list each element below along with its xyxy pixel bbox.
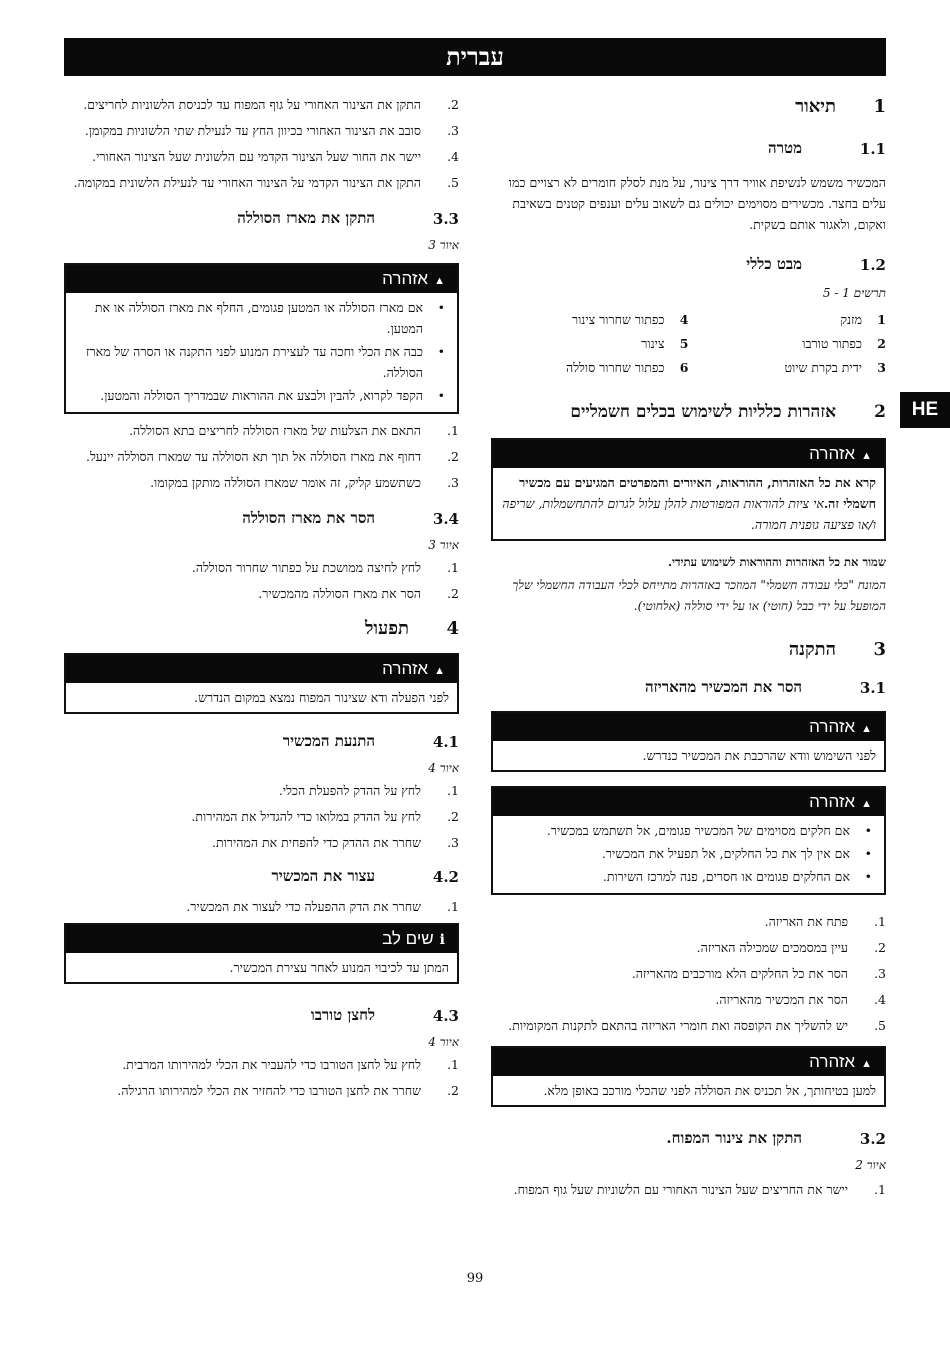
parts-list [491, 309, 886, 378]
warning-header: ▲אזהרה [66, 655, 457, 683]
right-column [491, 90, 886, 1205]
list-item: 1. יישר את החריצים שעל הצינור האחורי עם הלשוניות שעל גוף המפוח. [513, 1182, 886, 1197]
list-item: 2. הסר את מארז הסוללה מהמכשיר. [258, 586, 459, 601]
start-steps [64, 780, 459, 853]
hose-steps-continued [64, 94, 459, 193]
left-column [64, 90, 459, 1106]
unpack-steps [491, 911, 886, 1036]
term-definition: המונח "כלי עבודה חשמלי" המוזכר באזהרות מתייחס לכלי העבודה החשמלי שלך המופעל על ידי כבל (חוטי) או על ידי סוללה (אלחוטי). [512, 578, 886, 613]
section-1-1-heading: 1.1 מטרה [768, 139, 886, 158]
warning-triangle-icon: ▲ [861, 450, 872, 462]
section-3-4-heading: 3.4 הסר את מארז הסוללה [242, 509, 459, 528]
hose-steps [491, 1179, 886, 1200]
remove-battery-steps [64, 557, 459, 604]
list-item: 3. שחרר את ההדק כדי להפחית את המהירות. [212, 835, 459, 850]
figure-reference: איור 2 [855, 1158, 886, 1172]
list-item: • אם מארז הסוללה או המטען פגומים, החלף את מארז הסוללה או את המטען. [94, 300, 445, 336]
warning-box [64, 263, 459, 414]
keep-instructions: שמור את כל האזהרות וההוראות לשימוש עתידי. [667, 555, 886, 569]
list-item: 1. פתח את האריזה. [764, 914, 886, 929]
list-item: 2. עיין במסמכים שמכילה האריזה. [696, 940, 886, 955]
warning-box: ▲אזהרה לפני הפעלה ודא שצינור המפוח נמצא במקום הנדרש. [64, 653, 459, 714]
list-item: 1. לחץ על לחצן הטורבו כדי להעביר את הכלי למהירותו המרבית. [122, 1057, 459, 1072]
info-icon: i [439, 932, 445, 948]
parts-row: 3 ידית בקרת שיוט 6 כפתור שחרור סוללה [566, 360, 886, 375]
purpose-text: המכשיר משמש לנשיפת אוויר דרך צינור, על מנת לסלק חומרים לא רצויים כמו עלים בחצר. מכשירים מסוימים יכולים גם לשאוב עלים וענפים קטנים בשאיבת ואקום, ולאגור אותם בשקית. [508, 175, 886, 232]
figure-reference: תרשים 1 - 5 [822, 286, 886, 300]
list-item: • הקפד לקרוא, להבין ולבצע את ההוראות שבמדריך הסוללה והמטען. [100, 388, 445, 403]
list-item: 1. שחרר את הדק ההפעלה כדי לעצור את המכשיר. [186, 899, 459, 914]
language-tab: HE [900, 392, 950, 428]
warning-box: ▲אזהרה לפני השימוש וודא שהרכבת את המכשיר כנדרש. [491, 711, 886, 772]
section-3-3-heading: 3.3 התקן את מארז הסוללה [237, 209, 459, 228]
list-item: 4. הסר את המכשיר מהאריזה. [715, 992, 886, 1007]
language-banner: עברית [64, 38, 886, 76]
section-3-2-heading: 3.2 התקן את צינור המפוח. [666, 1129, 886, 1148]
section-4-2-heading: 4.2 עצור את המכשיר [271, 867, 459, 886]
warning-box: ▲אזהרה קרא את כל האזהרות, ההוראות, האיורים והמפרטים המגיעים עם מכשיר חשמלי זה.אי ציות להוראות המפורטות להלן עלול לגרום להתחשמלות, שריפה ו/או פציעה גופנית חמורה. [491, 438, 886, 541]
list-item: 2. דחוף את מארז הסוללה אל תוך תא הסוללה עד שמארז הסוללה יינעל. [85, 449, 459, 464]
list-item: • אם אין לך את כל החלקים, אל תפעיל את המכשיר. [601, 846, 872, 861]
parts-row: 2 כפתור טורבו 5 צינור [641, 336, 886, 351]
list-item: • אם חלקים מסוימים של המכשיר פגומים, אל תשתמש במכשיר. [546, 823, 872, 838]
list-item: 3. הסר את כל החלקים הלא מורכבים מהאריזה. [631, 966, 886, 981]
figure-reference: איור 3 [428, 538, 459, 552]
list-item: • כבה את הכלי וחכה עד לעצירת המנוע לפני התקנה או הסרה של מארז הסוללה. [85, 344, 445, 380]
page-number: 99 [466, 1271, 484, 1286]
warning-box: ▲אזהרה למען בטיחותך, אל תכניס את הסוללה לפני שהכלי מורכב באופן מלא. [491, 1046, 886, 1107]
section-3-heading: 3 התקנה [788, 639, 886, 660]
figure-reference: איור 4 [428, 1035, 459, 1049]
warning-box [491, 786, 886, 895]
warning-header: ▲אזהרה [493, 1048, 884, 1076]
list-item: 1. התאם את הצלעות של מארז הסוללה לחריצים בתא הסוללה. [129, 423, 459, 438]
parts-row: 1 מזנק 4 כפתור שחרור צינור [571, 312, 886, 327]
warning-header: ▲אזהרה [493, 788, 884, 816]
list-item: 2. התקן את הצינור האחורי על גוף המפוח עד לכניסת הלשוניות לחריצים. [83, 97, 459, 112]
section-4-1-heading: 4.1 התנעת המכשיר [282, 732, 459, 751]
list-item: 3. סובב את הצינור האחורי בכיוון החץ עד לנעילת שתי הלשוניות במקומן. [84, 123, 459, 138]
list-item: 5. יש להשליך את הקופסה ואת חומרי האריזה בהתאם לתקנות המקומיות. [508, 1018, 886, 1033]
figure-reference: איור 3 [428, 238, 459, 252]
list-item: 1. לחץ לחיצה ממושכת על כפתור שחרור הסוללה. [191, 560, 459, 575]
list-item: • אם החלקים פגומים או חסרים, פנה למרכז השירות. [602, 869, 872, 884]
section-4-heading: 4 תפעול [365, 618, 459, 639]
list-item: 2. לחץ על ההדק במלואו כדי להגדיל את המהירות. [191, 809, 459, 824]
list-item: 3. כשתשמע קליק, זה אומר שמארז הסוללה מותקן במקומו. [150, 475, 459, 490]
warning-triangle-icon: ▲ [861, 723, 872, 735]
warning-triangle-icon: ▲ [434, 665, 445, 677]
warning-header: ▲אזהרה [493, 713, 884, 741]
list-item: 5. התקן את הצינור הקדמי על הצינור האחורי עד לנעילת הלשונית במקומה. [73, 175, 459, 190]
turbo-steps [64, 1054, 459, 1101]
stop-steps [64, 896, 459, 917]
install-battery-steps [64, 420, 459, 493]
section-3-1-heading: 3.1 הסר את המכשיר מהאריזה [644, 678, 886, 697]
list-item: 2. שחרר את לחצן הטורבו כדי להחזיר את הכלי למהירותו הרגילה. [117, 1083, 459, 1098]
list-item: 4. יישר את החור שעל הצינור הקדמי עם הלשונית שעל הצינור האחורי. [92, 149, 459, 164]
warning-triangle-icon: ▲ [434, 275, 445, 287]
warning-triangle-icon: ▲ [861, 798, 872, 810]
warning-triangle-icon: ▲ [861, 1058, 872, 1070]
section-1-2-heading: 1.2 מבט כללי [746, 255, 886, 274]
warning-header: ▲אזהרה [493, 440, 884, 468]
warning-header: ▲אזהרה [66, 265, 457, 293]
section-2-heading: 2 אזהרות כלליות לשימוש בכלים חשמליים [570, 402, 886, 422]
figure-reference: איור 4 [428, 761, 459, 775]
note-box: iשים לב המתן עד לכיבוי המנוע לאחר עצירת המכשיר. [64, 923, 459, 984]
section-1-heading: 1 תיאור [795, 96, 886, 117]
section-4-3-heading: 4.3 לחצן טורבו [310, 1006, 459, 1025]
note-header: iשים לב [66, 925, 457, 953]
list-item: 1. לחץ על ההדק להפעלת הכלי. [278, 783, 459, 798]
